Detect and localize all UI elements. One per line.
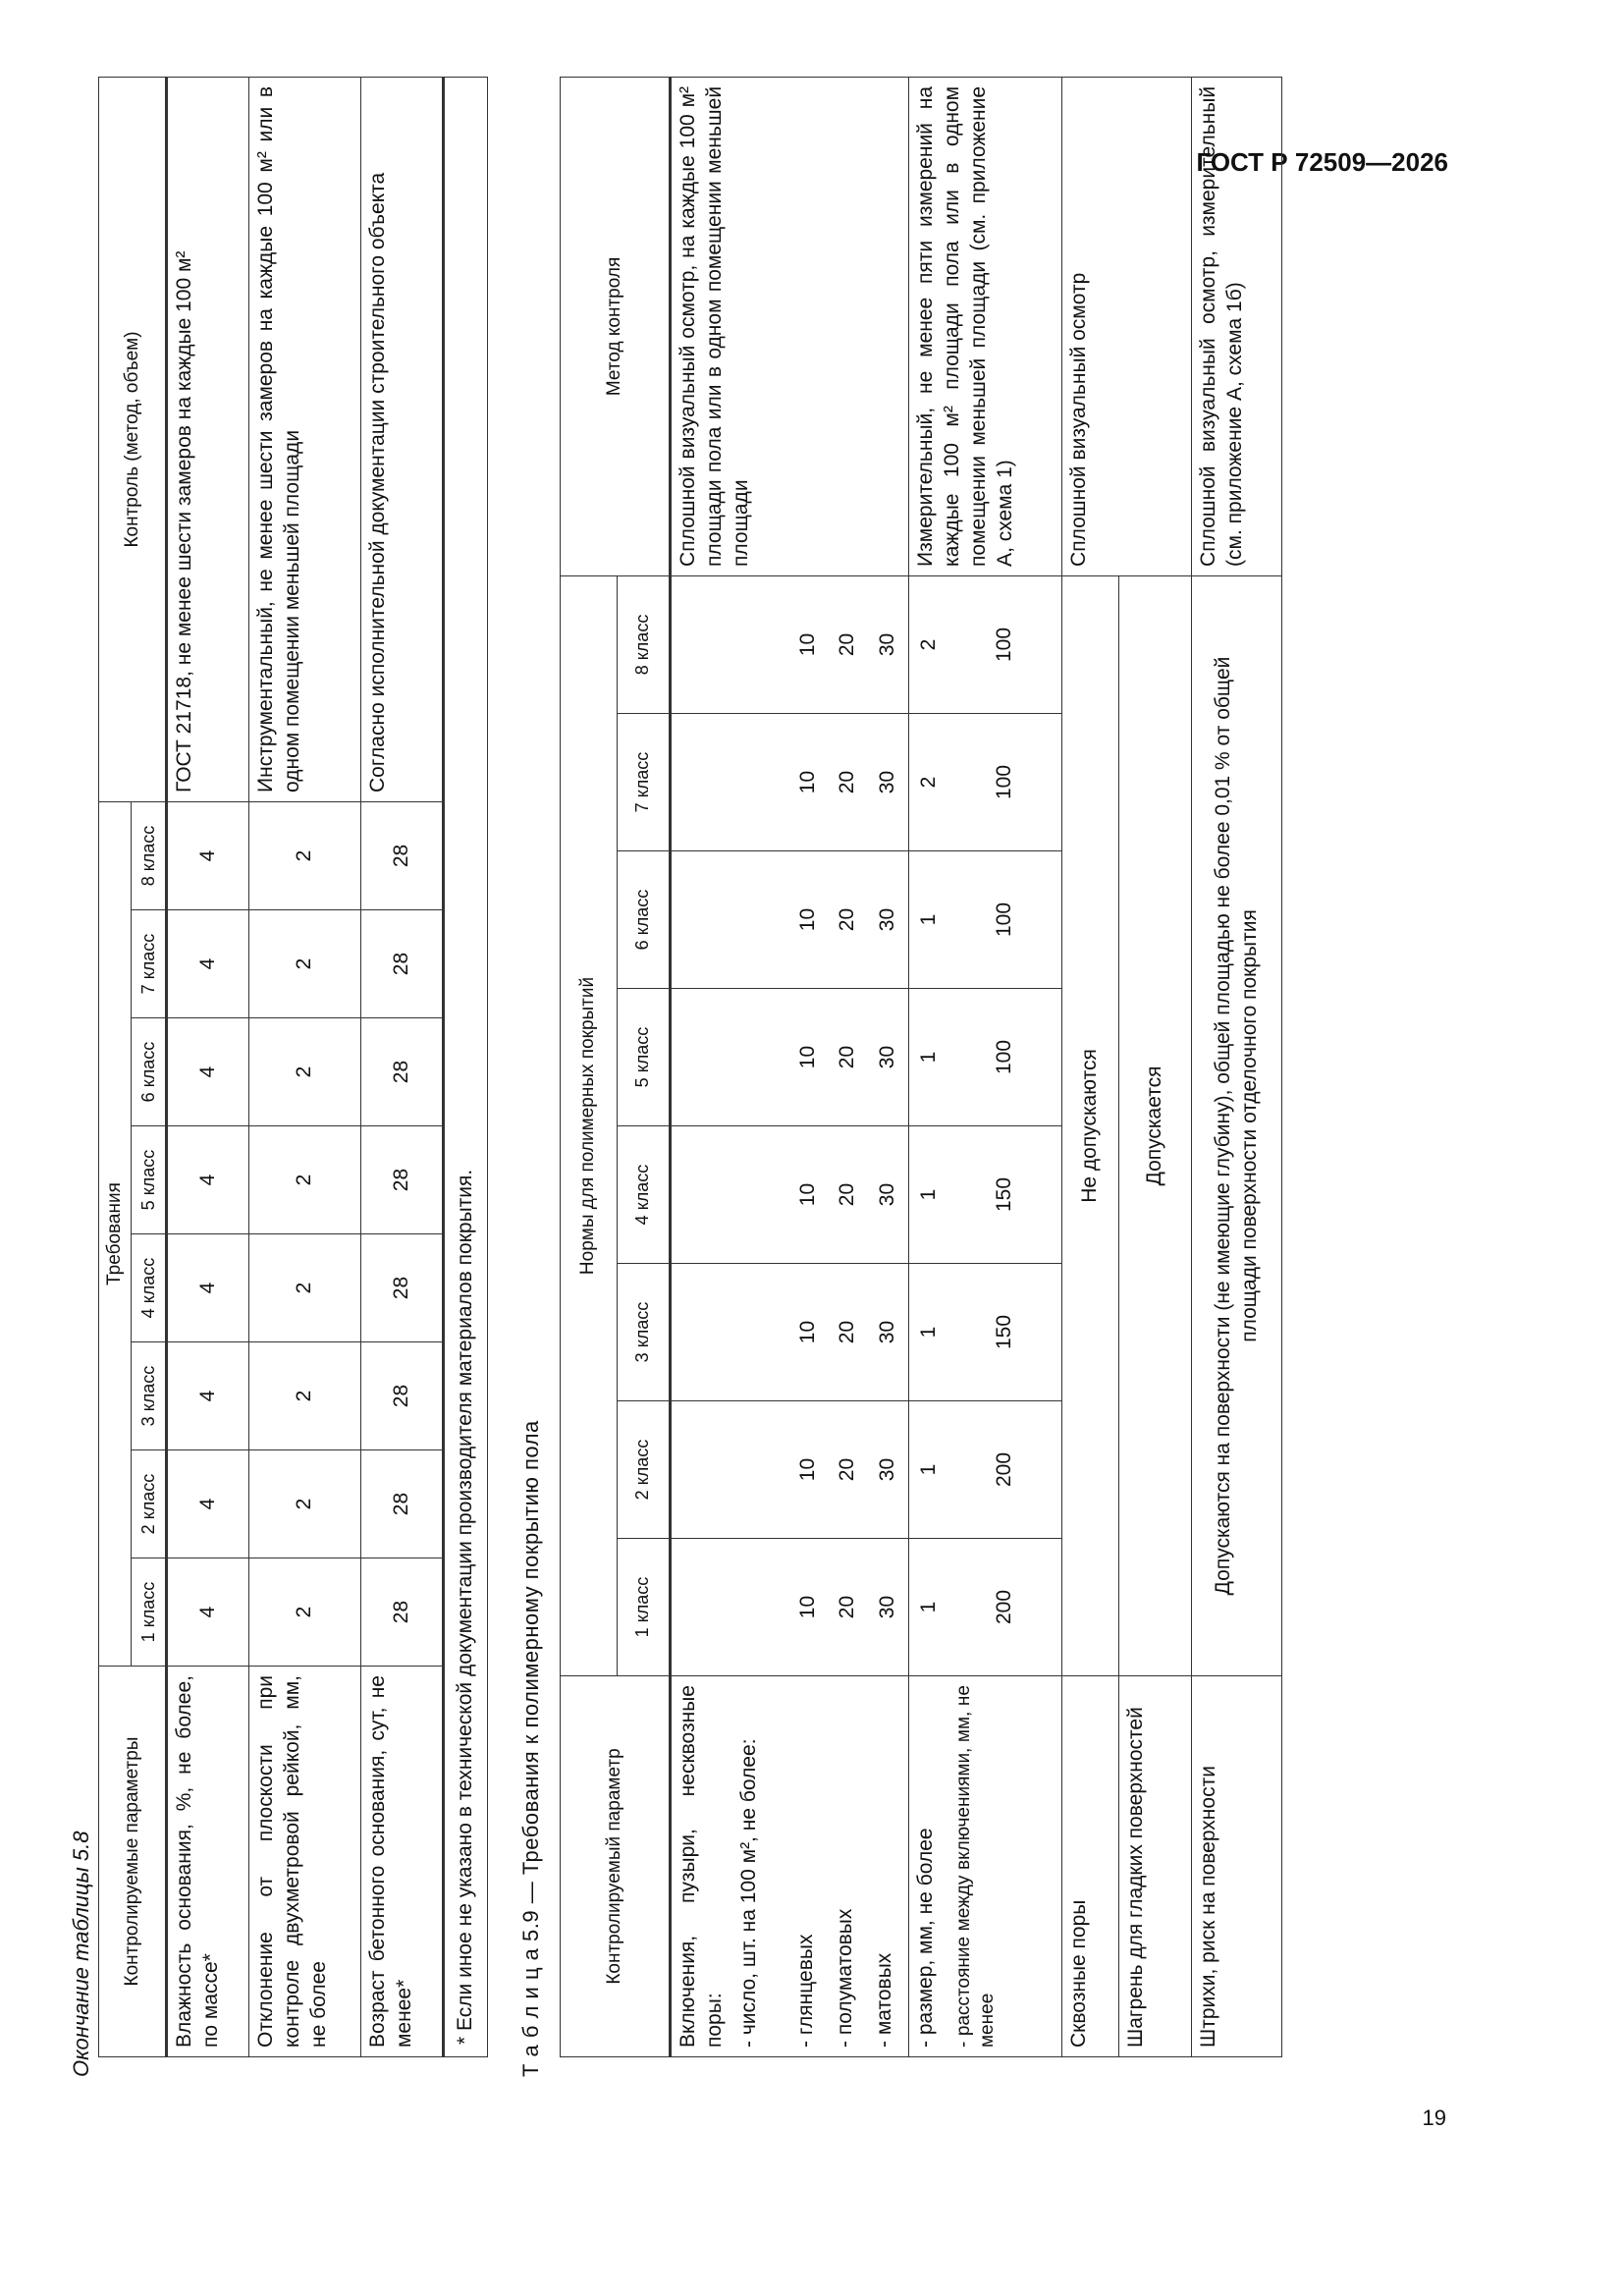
t2-cell: 20 xyxy=(829,1264,868,1401)
t1-class-header: 6 класс xyxy=(132,1018,167,1126)
t2-class-header: 2 класс xyxy=(618,1401,671,1539)
t2-empty-cell xyxy=(671,714,732,851)
t2-distance-label: - расстояние между включениями, мм, не менее xyxy=(948,1676,1062,2057)
t2-cell: 10 xyxy=(789,1401,829,1539)
t2-class-header: 4 класс xyxy=(618,1126,671,1264)
t1-cell: 4 xyxy=(167,1558,249,1667)
t1-class-header: 2 класс xyxy=(132,1450,167,1558)
t2-class-header: 5 класс xyxy=(618,989,671,1126)
t2-cell: 30 xyxy=(868,1126,909,1264)
t2-through-value: Не допускаются xyxy=(1062,575,1119,1675)
t2-cell: 20 xyxy=(829,1126,868,1264)
table2-caption: Т а б л и ц а 5.9 — Требования к полимерному покрытию пола xyxy=(518,1420,543,2077)
t2-cell: 30 xyxy=(868,714,909,851)
t2-inclusions-label: Включения, пузыри, несквозные поры: xyxy=(671,1676,732,2057)
t2-class-header: 3 класс xyxy=(618,1264,671,1401)
t2-class-header: 6 класс xyxy=(618,851,671,989)
t2-empty-cell xyxy=(732,1126,789,1264)
t1-cell: 2 xyxy=(249,1126,361,1234)
t2-cell: 2 xyxy=(909,575,948,713)
t2-cell: 1 xyxy=(909,989,948,1126)
t2-shagreen-value: Допускается xyxy=(1119,575,1192,1675)
t2-empty-cell xyxy=(671,989,732,1126)
t1-cell: 2 xyxy=(249,1558,361,1667)
t1-cell: 2 xyxy=(249,910,361,1018)
rotated-content xyxy=(69,64,1443,2077)
t1-class-header: 7 класс xyxy=(132,910,167,1018)
t1-cell: 28 xyxy=(361,1558,444,1667)
t2-empty-cell xyxy=(732,851,789,989)
t1-class-header: 5 класс xyxy=(132,1126,167,1234)
t1-cell: 2 xyxy=(249,1234,361,1342)
t1-cell: 4 xyxy=(167,1018,249,1126)
t2-through-method: Сплошной визуальный осмотр xyxy=(1062,77,1192,575)
t2-header-norms: Нормы для полимерных покрытий xyxy=(561,575,618,1675)
t2-cell: 200 xyxy=(948,1539,1062,1676)
t2-empty-cell xyxy=(732,1264,789,1401)
t2-cell: 2 xyxy=(909,714,948,851)
t2-scratches-label: Штрихи, риск на поверхности xyxy=(1192,1676,1282,2057)
t2-class-header: 8 класс xyxy=(618,575,671,713)
t2-empty-cell xyxy=(732,714,789,851)
t2-cell: 150 xyxy=(948,1126,1062,1264)
t2-cell: 10 xyxy=(789,714,829,851)
t2-cell: 200 xyxy=(948,1401,1062,1539)
t2-cell: 10 xyxy=(789,1539,829,1676)
t2-empty-cell xyxy=(671,575,732,713)
t1-class-header: 8 класс xyxy=(132,801,167,909)
t1-cell: 2 xyxy=(249,1450,361,1558)
t2-size-label: - размер, мм, не более xyxy=(909,1676,948,2057)
t2-size-method: Измерительный, не менее пяти измерений на каждые 100 м² площади пола или в одном помещении меньшей площади (см. приложение А, схема 1) xyxy=(909,77,1062,575)
t1-class-header: 4 класс xyxy=(132,1234,167,1342)
t2-cell: 10 xyxy=(789,989,829,1126)
t1-cell: 4 xyxy=(167,1126,249,1234)
t1-row-param: Влажность основания, %, не более, по массе* xyxy=(167,1667,249,2057)
t2-empty-cell xyxy=(671,851,732,989)
t1-cell: 28 xyxy=(361,1234,444,1342)
t2-empty-cell xyxy=(671,1264,732,1401)
t2-empty-cell xyxy=(671,1539,732,1676)
page-number: 19 xyxy=(1422,2105,1446,2130)
t2-empty-cell xyxy=(732,575,789,713)
t1-cell: 28 xyxy=(361,1018,444,1126)
document-header: ГОСТ Р 72509—2026 xyxy=(1196,147,1448,177)
t1-row-control: Инструментальный, не менее шести замеров на каждые 100 м² или в одном помещении меньшей площади xyxy=(249,77,361,801)
t2-cell: 1 xyxy=(909,1401,948,1539)
t2-scratches-method: Сплошной визуальный осмотр, измерительный (см. приложение А, схема 1б) xyxy=(1192,77,1282,575)
t2-semi-label: - полуматовых xyxy=(829,1676,868,2057)
t2-empty-cell xyxy=(732,989,789,1126)
t1-cell: 4 xyxy=(167,910,249,1018)
t2-header-param: Контролируемый параметр xyxy=(561,1676,671,2057)
t1-cell: 28 xyxy=(361,1342,444,1450)
t2-cell: 10 xyxy=(789,851,829,989)
t2-cell: 1 xyxy=(909,851,948,989)
t2-cell: 10 xyxy=(789,1264,829,1401)
t2-cell: 30 xyxy=(868,1401,909,1539)
t2-cell: 30 xyxy=(868,851,909,989)
t2-cell: 100 xyxy=(948,989,1062,1126)
t1-header-control: Контроль (метод, объем) xyxy=(99,77,167,801)
t1-cell: 4 xyxy=(167,1450,249,1558)
table-5-8-end xyxy=(98,77,488,2057)
t2-cell: 100 xyxy=(948,575,1062,713)
t2-empty-cell xyxy=(732,1539,789,1676)
t2-cell: 100 xyxy=(948,714,1062,851)
t2-glossy-label: - глянцевых xyxy=(789,1676,829,2057)
t2-scratches-line1: Допускаются на поверхности (не имеющие глубину), общей площадью не более 0,01 % от общей xyxy=(1211,656,1234,1596)
t1-cell: 2 xyxy=(249,1018,361,1126)
t2-header-method: Метод контроля xyxy=(561,77,671,575)
t2-cell: 20 xyxy=(829,1539,868,1676)
t2-shagreen-label: Шагрень для гладких поверхностей xyxy=(1119,1676,1192,2057)
t2-cell: 10 xyxy=(789,1126,829,1264)
t2-cell: 20 xyxy=(829,1401,868,1539)
t2-cell: 1 xyxy=(909,1264,948,1401)
t1-cell: 4 xyxy=(167,1234,249,1342)
t2-count-label: - число, шт. на 100 м², не более: xyxy=(732,1676,789,2057)
t2-cell: 150 xyxy=(948,1264,1062,1401)
t2-scratches-line2: площади поверхности отделочного покрытия xyxy=(1237,909,1261,1342)
t2-empty-cell xyxy=(671,1126,732,1264)
t2-cell: 1 xyxy=(909,1539,948,1676)
t1-cell: 28 xyxy=(361,1450,444,1558)
t1-cell: 2 xyxy=(249,801,361,909)
t2-through-label: Сквозные поры xyxy=(1062,1676,1119,2057)
t1-header-params: Контролируемые параметры xyxy=(99,1667,167,2057)
t1-footnote: * Если иное не указано в технической документации производителя материалов покрытия. xyxy=(444,77,488,2056)
t2-cell: 20 xyxy=(829,575,868,713)
t1-class-header: 3 класс xyxy=(132,1342,167,1450)
t2-matte-label: - матовых xyxy=(868,1676,909,2057)
t1-class-header: 1 класс xyxy=(132,1558,167,1667)
t1-header-requirements: Требования xyxy=(99,801,132,1666)
t1-cell: 4 xyxy=(167,1342,249,1450)
t1-row-param: Отклонение от плоскости при контроле двухметровой рейкой, мм, не более xyxy=(249,1667,361,2057)
t2-cell: 1 xyxy=(909,1126,948,1264)
t2-cell: 20 xyxy=(829,851,868,989)
t2-cell: 20 xyxy=(829,989,868,1126)
table-5-9 xyxy=(560,77,1282,2057)
t1-cell: 28 xyxy=(361,801,444,909)
t2-cell: 30 xyxy=(868,1539,909,1676)
t2-scratches-value xyxy=(1192,575,1282,1675)
t1-row-control: Согласно исполнительной документации строительного объекта xyxy=(361,77,444,801)
t2-class-header: 7 класс xyxy=(618,714,671,851)
t1-row-control: ГОСТ 21718, не менее шести замеров на каждые 100 м² xyxy=(167,77,249,801)
t2-cell: 30 xyxy=(868,1264,909,1401)
t1-cell: 4 xyxy=(167,801,249,909)
t1-cell: 28 xyxy=(361,910,444,1018)
t2-cell: 10 xyxy=(789,575,829,713)
t2-cell: 30 xyxy=(868,575,909,713)
t2-empty-cell xyxy=(671,1401,732,1539)
t2-cell: 20 xyxy=(829,714,868,851)
t1-cell: 2 xyxy=(249,1342,361,1450)
table1-caption: Окончание таблицы 5.8 xyxy=(69,1831,93,2077)
t1-cell: 28 xyxy=(361,1126,444,1234)
t2-cell: 100 xyxy=(948,851,1062,989)
t2-empty-cell xyxy=(732,1401,789,1539)
t2-inclusions-method: Сплошной визуальный осмотр, на каждые 100 м² площади пола или в одном помещении меньшей площади xyxy=(671,77,909,575)
t1-row-param: Возраст бетонного основания, сут, не менее* xyxy=(361,1667,444,2057)
t2-cell: 30 xyxy=(868,989,909,1126)
t2-class-header: 1 класс xyxy=(618,1539,671,1676)
